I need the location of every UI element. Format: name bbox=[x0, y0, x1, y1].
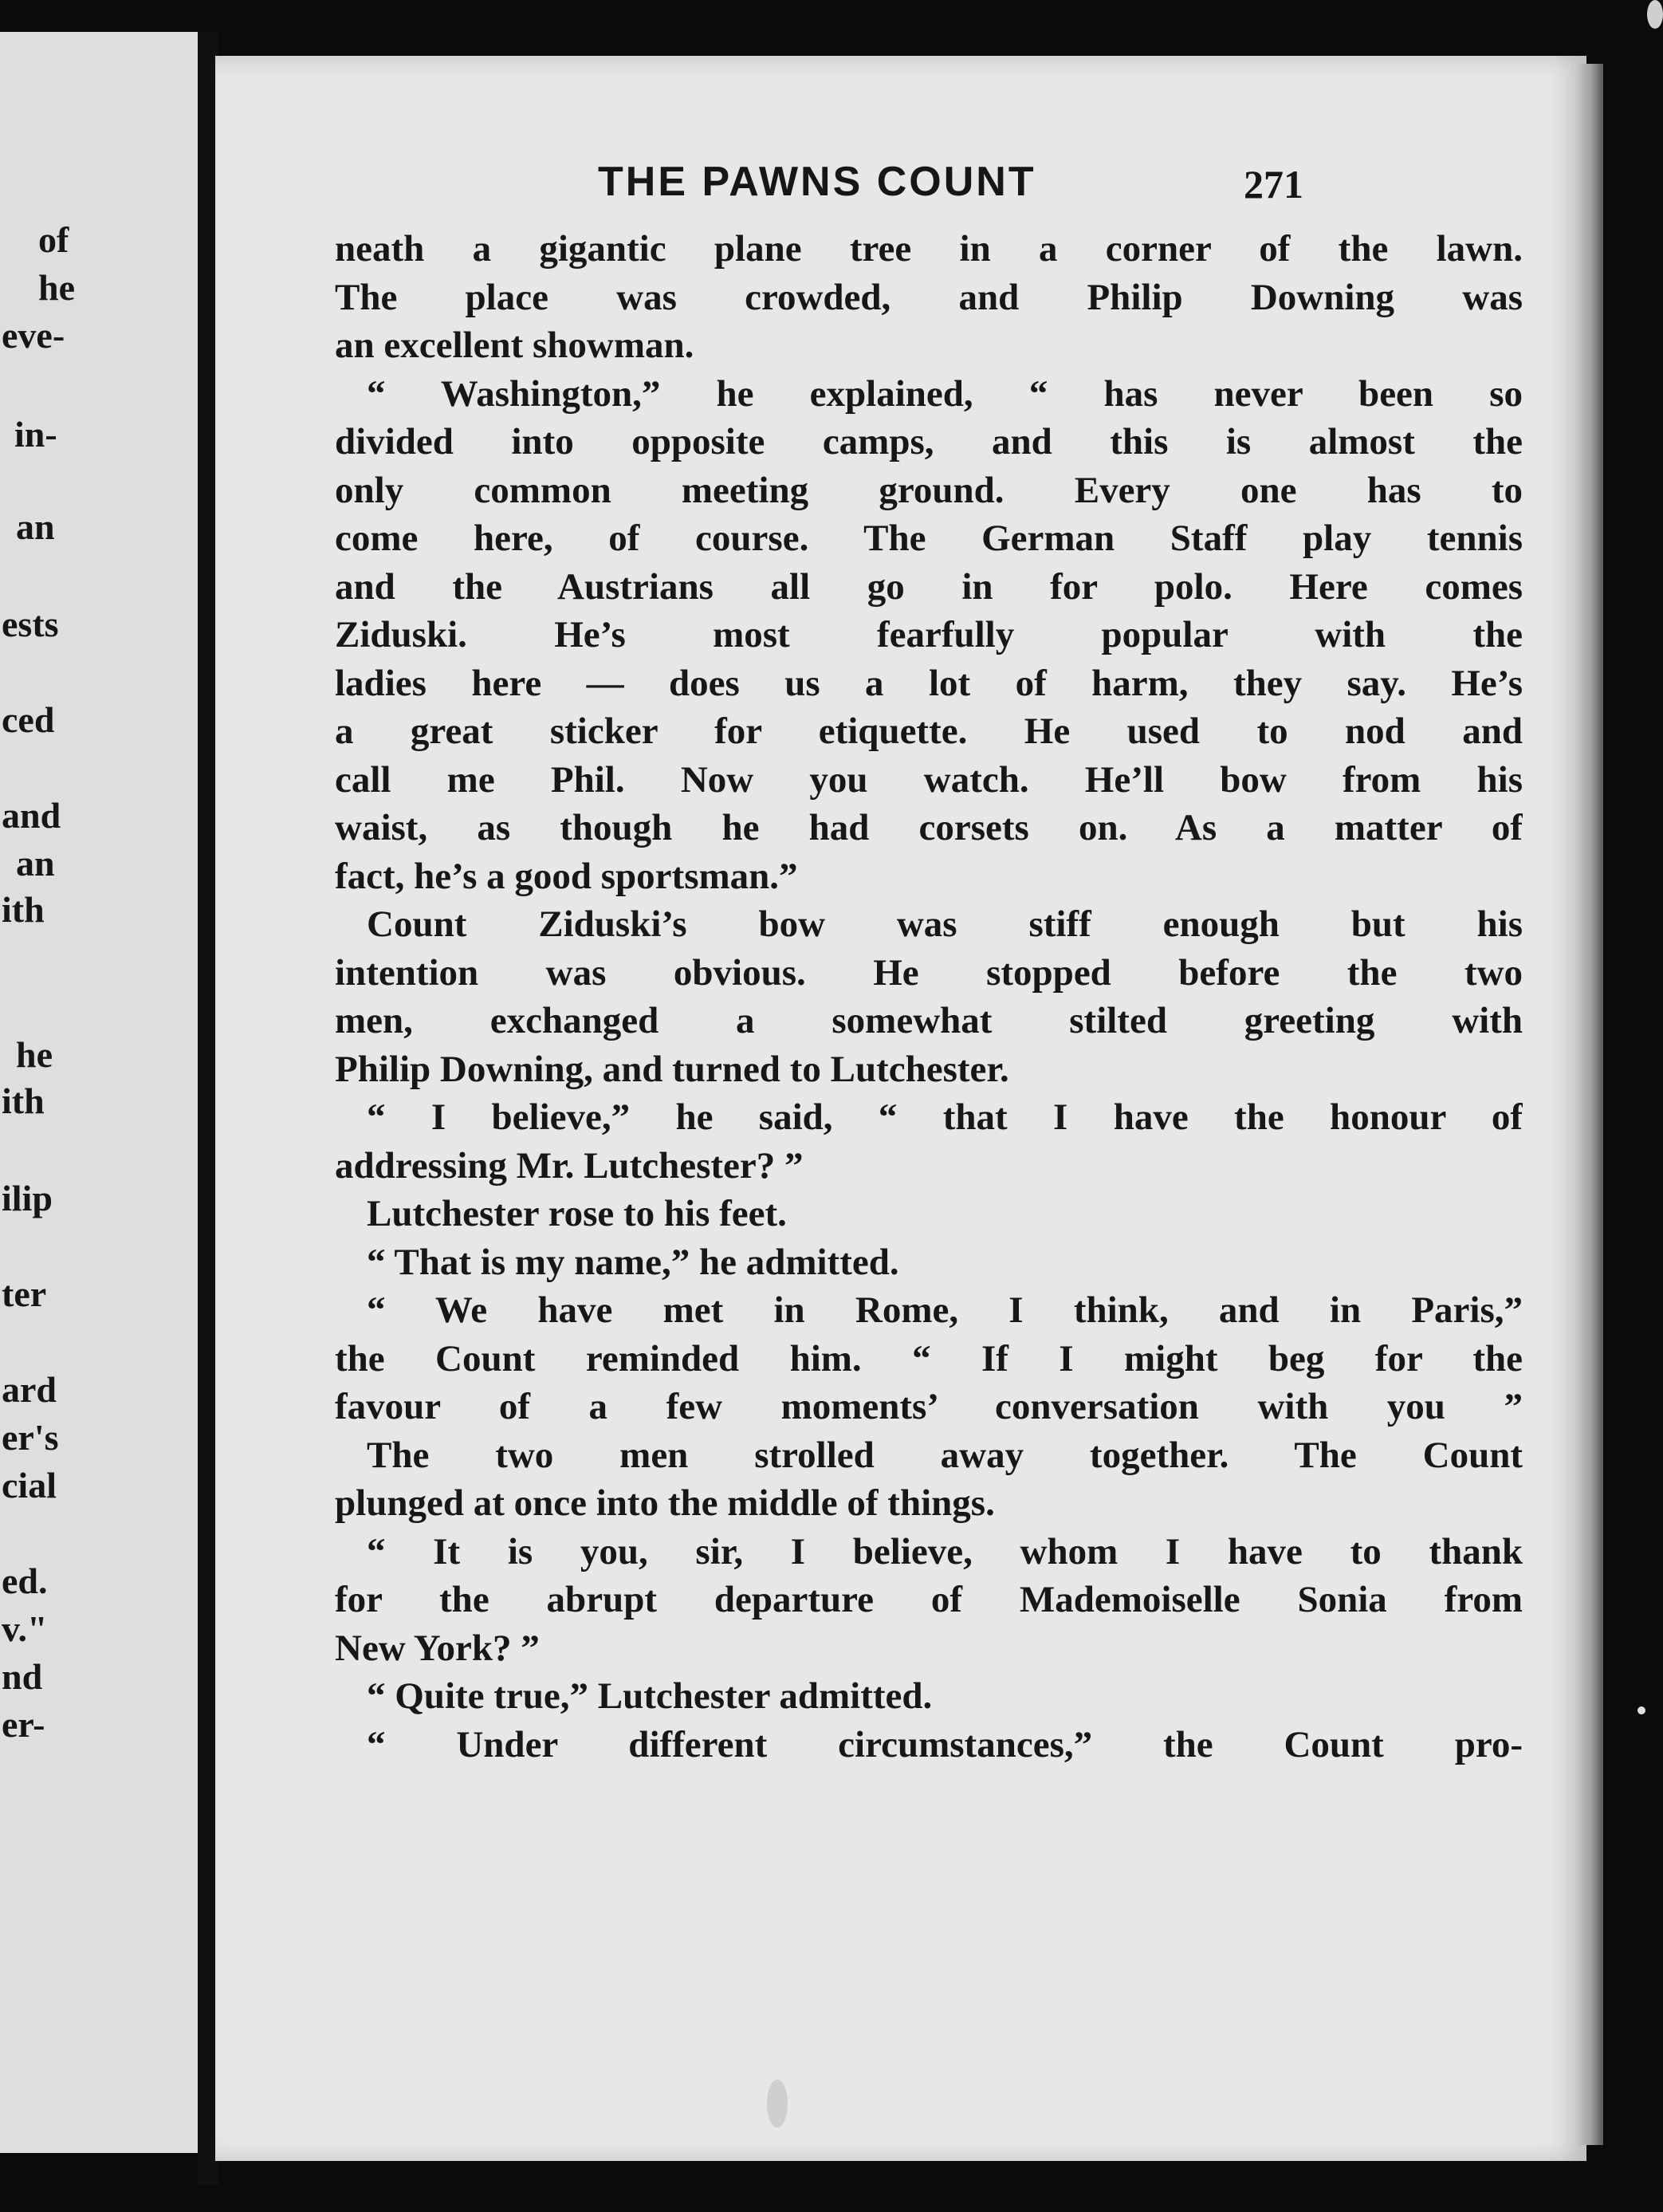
scan-artifact bbox=[767, 2080, 788, 2127]
left-fragment: nd bbox=[2, 1656, 43, 1697]
left-fragment: ced bbox=[2, 699, 55, 740]
text-line: The place was crowded, and Philip Downing was bbox=[335, 276, 1523, 318]
running-title: THE PAWNS COUNT bbox=[598, 159, 1036, 205]
left-fragment: an bbox=[16, 843, 55, 884]
text-line: favour of a few moments’ conversation with you ” bbox=[335, 1386, 1523, 1427]
text-line: “ That is my name,” he admitted. bbox=[367, 1241, 899, 1283]
book-page bbox=[215, 56, 1586, 2161]
text-line: divided into opposite camps, and this is almost the bbox=[335, 421, 1523, 462]
scan-artifact bbox=[1647, 0, 1663, 29]
left-fragment: ter bbox=[2, 1273, 47, 1314]
text-line: men, exchanged a somewhat stilted greeting with bbox=[335, 1000, 1523, 1041]
text-line: and the Austrians all go in for polo. Here comes bbox=[335, 565, 1523, 608]
text-line: neath a gigantic plane tree in a corner of the lawn. bbox=[335, 228, 1523, 270]
body-text bbox=[335, 225, 1523, 1769]
text-line: for the abrupt departure of Mademoiselle Sonia from bbox=[335, 1579, 1523, 1620]
text-line: Lutchester rose to his feet. bbox=[367, 1193, 787, 1234]
left-fragment: and bbox=[2, 795, 61, 836]
text-line: Ziduski. He’s most fearfully popular with the bbox=[335, 614, 1523, 655]
left-fragment: er- bbox=[2, 1704, 45, 1745]
text-line: call me Phil. Now you watch. He’ll bow from his bbox=[335, 758, 1523, 801]
left-fragment: eve- bbox=[2, 315, 65, 356]
text-line: “ Quite true,” Lutchester admitted. bbox=[367, 1675, 933, 1717]
left-fragment: in- bbox=[14, 414, 57, 455]
page-edge-shadow bbox=[1575, 64, 1603, 2145]
left-fragment: er's bbox=[2, 1417, 59, 1458]
text-line: Count Ziduski’s bow was stiff enough but his bbox=[367, 903, 1523, 945]
text-line: “ Washington,” he explained, “ has never been so bbox=[367, 372, 1523, 415]
text-line: waist, as though he had corsets on. As a matter of bbox=[335, 807, 1523, 848]
scan-artifact bbox=[1637, 1706, 1645, 1714]
page-number: 271 bbox=[1244, 162, 1303, 207]
page-header bbox=[215, 158, 1586, 222]
text-line: only common meeting ground. Every one has to bbox=[335, 469, 1523, 511]
left-fragment: of bbox=[38, 219, 69, 260]
left-fragment: ith bbox=[2, 889, 45, 930]
left-fragment: v." bbox=[2, 1608, 48, 1649]
text-line: addressing Mr. Lutchester? ” bbox=[335, 1144, 804, 1187]
text-line: plunged at once into the middle of things. bbox=[335, 1482, 995, 1524]
text-line: ladies here — does us a lot of harm, they say. He’s bbox=[335, 662, 1523, 704]
previous-page-text bbox=[0, 32, 198, 2153]
left-fragment: ard bbox=[2, 1369, 57, 1410]
text-line: an excellent showman. bbox=[335, 325, 694, 366]
text-line: fact, he’s a good sportsman.” bbox=[335, 855, 798, 897]
left-fragment: ilip bbox=[2, 1178, 53, 1218]
text-line: come here, of course. The German Staff play tennis bbox=[335, 518, 1523, 559]
text-line: “ It is you, sir, I believe, whom I have to thank bbox=[367, 1530, 1523, 1572]
text-line: “ I believe,” he said, “ that I have the honour of bbox=[367, 1096, 1523, 1138]
text-line: “ Under different circumstances,” the Count pro- bbox=[367, 1723, 1523, 1765]
text-line: “ We have met in Rome, I think, and in Paris,” bbox=[367, 1289, 1523, 1331]
text-line: a great sticker for etiquette. He used to nod and bbox=[335, 710, 1523, 752]
text-line: intention was obvious. He stopped before the two bbox=[335, 951, 1523, 994]
left-fragment: ests bbox=[2, 604, 59, 644]
left-fragment: an bbox=[16, 506, 55, 547]
previous-page bbox=[0, 32, 198, 2153]
left-fragment: ed. bbox=[2, 1561, 48, 1601]
left-fragment: ith bbox=[2, 1080, 45, 1121]
text-line: New York? ” bbox=[335, 1627, 540, 1669]
left-fragment: cial bbox=[2, 1465, 57, 1505]
text-line: Philip Downing, and turned to Lutchester. bbox=[335, 1048, 1009, 1090]
text-line: The two men strolled away together. The Count bbox=[367, 1434, 1523, 1476]
text-line: the Count reminded him. “ If I might beg for the bbox=[335, 1337, 1523, 1380]
left-fragment: he bbox=[16, 1034, 53, 1075]
left-fragment: he bbox=[38, 267, 75, 308]
